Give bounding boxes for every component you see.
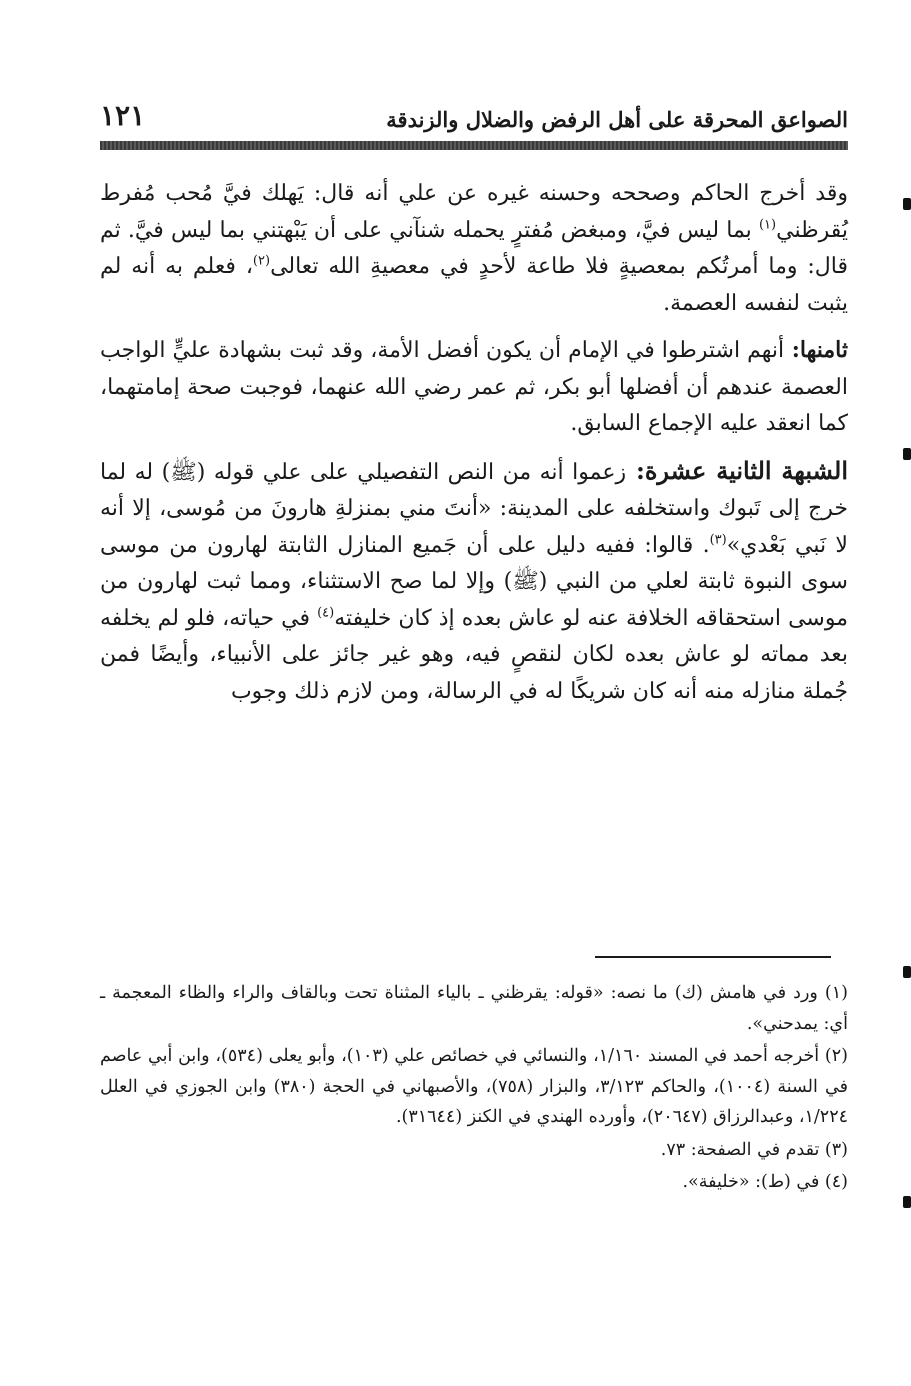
paragraph-3-lead: الشبهة الثانية عشرة: xyxy=(626,455,848,485)
p3-text-b: . قالوا: ففيه دليل على أن جَميع المنازل الثابتة لهارون من موسى سوى النبوة ثابتة لعلي من النبي (ﷺ) وإلا لما صح الاستثناء، ومما ثبت لهارون من موسى استحقاقه الخلافة عنه لو عاش بعده إذ كان خليفته xyxy=(100,532,849,631)
header-rule xyxy=(100,141,848,150)
p2-text: أنهم اشترطوا في الإمام أن يكون أفضل الأمة، وقد ثبت بشهادة عليٍّ الواجب العصمة عندهم أن أفضلها أبو بكر، ثم عمر رضي الله عنهما، فوجبت صحة إمامتهما، كما انعقد عليه الإجماع السابق. xyxy=(100,338,848,436)
p1-text-b: بما ليس فيَّ، ومبغض مُفترٍ يحمله شنآني على أن يَبْهتني بما ليس فيَّ. ثم قال: وما أمرتُكم بمعصيةٍ فلا طاعة لأحدٍ في معصيةِ الله تعالى xyxy=(100,217,848,279)
running-title: الصواعق المحرقة على أهل الرفض والضلال والزندقة xyxy=(386,107,848,132)
scan-margin-mark xyxy=(903,448,911,460)
footnote-ref-4: (٤) xyxy=(317,605,335,621)
page-header xyxy=(100,84,848,132)
page-number: ١٢١ xyxy=(100,99,146,132)
p3-text-c: في حياته، فلو لم يخلفه بعد مماته لو عاش بعده لكان لنقصٍ فيه، وهو غير جائز على الأنبياء، وأيضًا فمن جُملة منازله منه أنه كان شريكًا له في الرسالة، ومن لازم ذلك وجوب xyxy=(100,605,848,704)
footnote-ref-2: (٢) xyxy=(252,253,271,269)
footnotes xyxy=(100,978,848,1200)
footnote-2: (٢) أخرجه أحمد في المسند ١/١٦٠، والنسائي في خصائص علي (١٠٣)، وأبو يعلى (٥٣٤)، وابن أبي عاصم في السنة (١٠٠٤)، والحاكم ٣/١٢٣، والبزار (٧٥٨)، والأصبهاني في الحجة (٣٨٠) وابن الجوزي في العلل ١/٢٢٤، وعبدالرزاق (٢٠٦٤٧)، وأورده الهندي في الكنز (٣١٦٤٤). xyxy=(100,1046,848,1127)
p1-text-c: ، فعلم به أنه لم يثبت لنفسه العصمة. xyxy=(100,254,848,316)
paragraph-2 xyxy=(100,332,848,443)
scan-margin-mark xyxy=(903,1196,911,1208)
main-text xyxy=(100,176,848,710)
p3-text-a: زعموا أنه من النص التفصيلي على علي قوله (ﷺ) له لما خرج إلى تَبوك واستخلفه على المدينة: «أنتَ مني بمنزلةِ هارونَ من مُوسى، إلا أنه لا نَبي بَعْدي» xyxy=(100,459,848,558)
footnote-ref-3: (٣) xyxy=(709,532,727,548)
paragraph-3 xyxy=(100,453,848,711)
footnote-1: (١) ورد في هامش (ك) ما نصه: «قوله: يقرظني ـ بالياء المثناة تحت وبالقاف والراء والظاء المعجمة ـ أي: يمدحني». xyxy=(100,983,848,1034)
footnote-separator xyxy=(595,956,831,958)
p1-text-a: وقد أخرج الحاكم وصححه وحسنه غيره عن علي أنه قال: يَهلك فيَّ مُحب مُفرط يُقرظني xyxy=(100,181,848,243)
scan-margin-mark xyxy=(903,198,911,210)
footnote-ref-1: (١) xyxy=(758,217,777,233)
scan-margin-mark xyxy=(903,966,911,978)
footnote-4: (٤) في (ط): «خليفة». xyxy=(682,1172,848,1192)
paragraph-2-lead: ثامنها: xyxy=(784,337,848,363)
paragraph-1 xyxy=(100,176,848,322)
footnote-3: (٣) تقدم في الصفحة: ٧٣. xyxy=(660,1139,848,1160)
